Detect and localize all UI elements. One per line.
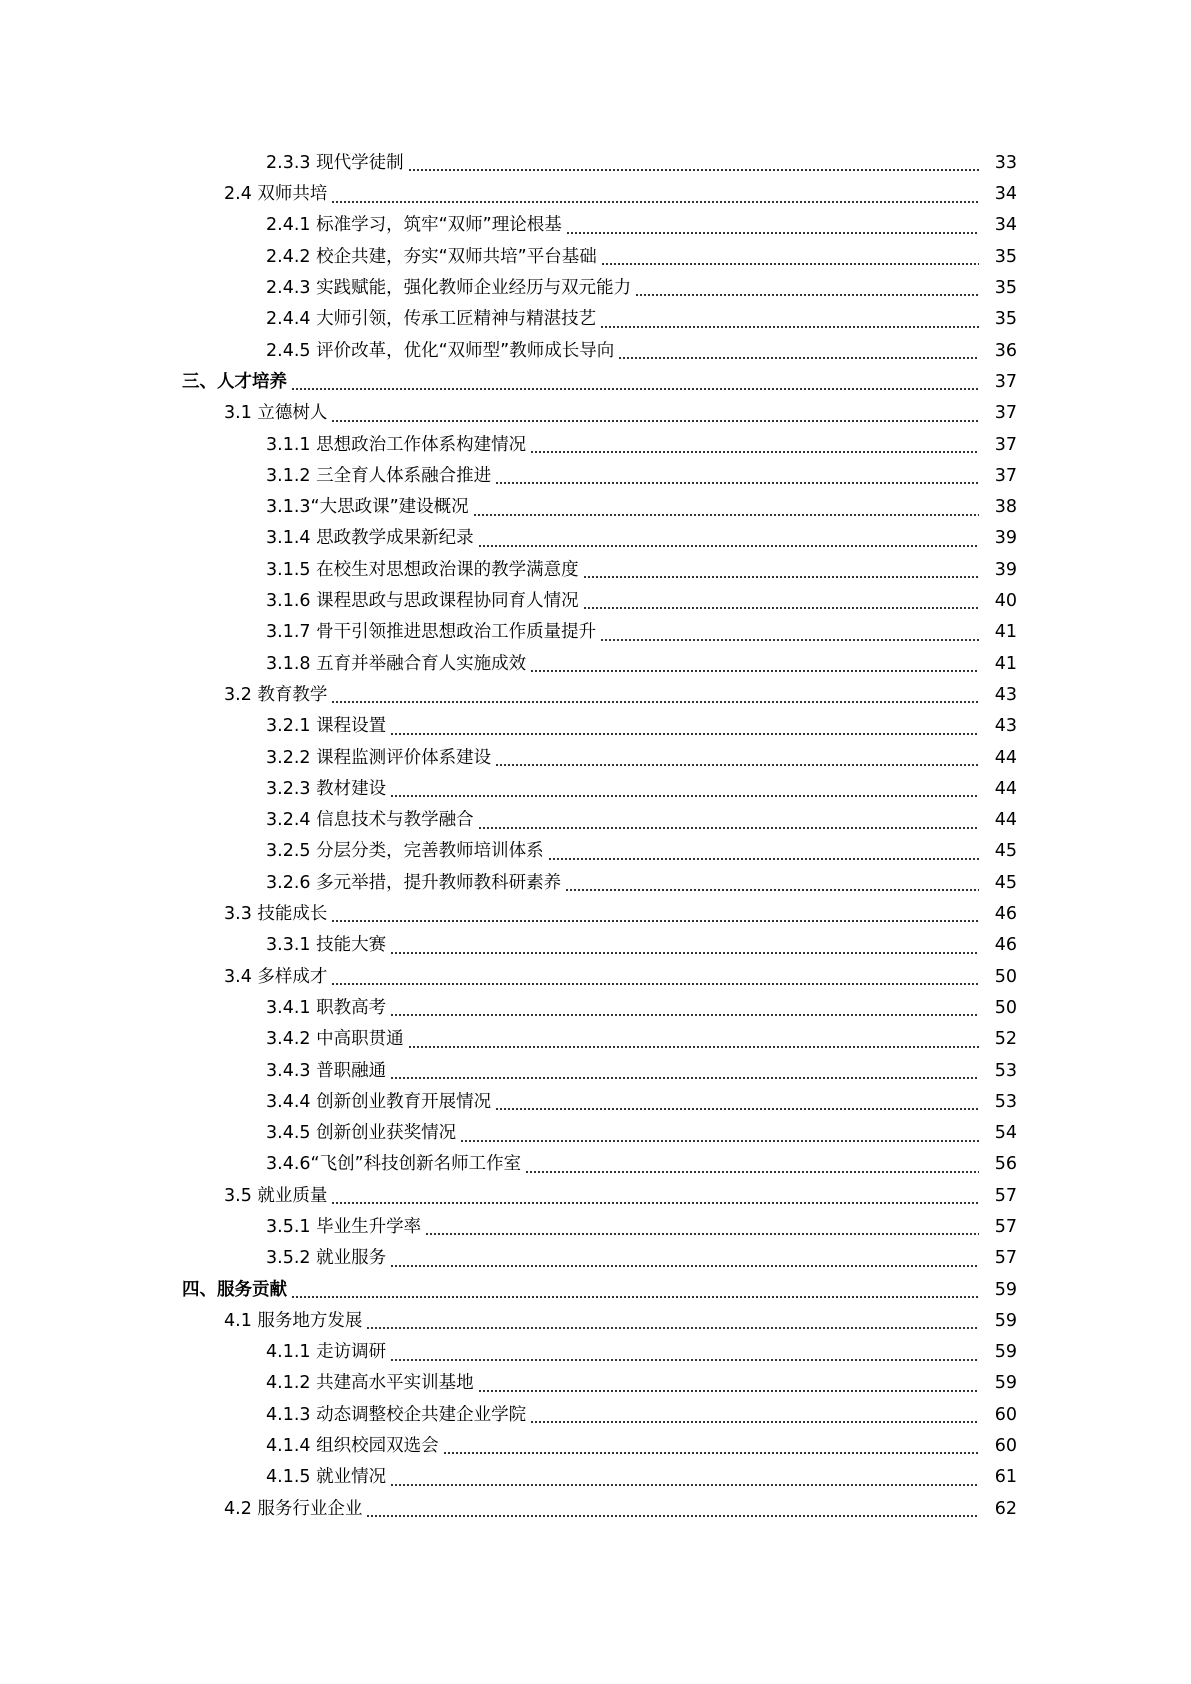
toc-dot-leader: [390, 733, 979, 735]
toc-dot-leader: [390, 795, 979, 797]
toc-entry[interactable]: [0, 1181, 1191, 1212]
toc-entry-page-number: 50: [994, 997, 1017, 1018]
toc-entry-title: 3.1.3“大思政课”建设概况: [266, 497, 469, 518]
toc-entry-title: 3.4.1 职教高考: [266, 997, 387, 1018]
toc-entry-page-number: 60: [994, 1404, 1017, 1425]
toc-entry-page-number: 39: [994, 528, 1017, 549]
toc-entry[interactable]: [0, 1337, 1191, 1368]
toc-entry[interactable]: [0, 492, 1191, 523]
toc-entry[interactable]: [0, 211, 1191, 242]
toc-dot-leader: [331, 920, 979, 922]
toc-entry-title: 3.1.6 课程思政与思政课程协同育人情况: [266, 591, 579, 612]
toc-dot-leader: [291, 1296, 979, 1298]
toc-entry[interactable]: [0, 461, 1191, 492]
toc-entry-page-number: 35: [994, 278, 1017, 299]
toc-dot-leader: [331, 201, 979, 203]
toc-entry-page-number: 50: [994, 966, 1017, 987]
toc-entry-title: 3.3 技能成长: [224, 904, 328, 925]
toc-entry[interactable]: [0, 930, 1191, 961]
toc-entry[interactable]: [0, 1431, 1191, 1462]
toc-dot-leader: [525, 1171, 979, 1173]
toc-entry-title: 4.2 服务行业企业: [224, 1498, 363, 1519]
toc-dot-leader: [366, 1515, 979, 1517]
toc-entry[interactable]: [0, 1118, 1191, 1149]
toc-entry[interactable]: [0, 398, 1191, 429]
toc-entry-page-number: 46: [994, 935, 1017, 956]
toc-entry-title: 3.4.4 创新创业教育开展情况: [266, 1091, 492, 1112]
toc-entry-title: 3.4.2 中高职贯通: [266, 1029, 404, 1050]
toc-entry[interactable]: [0, 617, 1191, 648]
toc-entry-page-number: 44: [994, 778, 1017, 799]
toc-entry-page-number: 54: [994, 1123, 1017, 1144]
toc-entry-title: 3.5.1 毕业生升学率: [266, 1216, 422, 1237]
toc-entry-title: 2.4.5 评价改革，优化“双师型”教师成长导向: [266, 340, 615, 361]
toc-entry-title: 2.4.2 校企共建，夯实“双师共培”平台基础: [266, 246, 597, 267]
toc-dot-leader: [331, 701, 979, 703]
toc-entry-title: 2.4.4 大师引领，传承工匠精神与精湛技艺: [266, 309, 597, 330]
toc-entry-title: 3.4 多样成才: [224, 966, 328, 987]
toc-entry-page-number: 52: [994, 1029, 1017, 1050]
toc-entry-title: 3.3.1 技能大赛: [266, 935, 387, 956]
toc-entry-title: 4.1.1 走访调研: [266, 1342, 387, 1363]
toc-entry-title: 3.1.2 三全育人体系融合推进: [266, 465, 492, 486]
toc-entry[interactable]: [0, 524, 1191, 555]
toc-dot-leader: [566, 232, 979, 234]
toc-entry-page-number: 45: [994, 872, 1017, 893]
toc-entry[interactable]: [0, 1275, 1191, 1306]
toc-entry[interactable]: [0, 837, 1191, 868]
toc-entry[interactable]: [0, 1494, 1191, 1525]
toc-entry-title: 4.1.2 共建高水平实训基地: [266, 1373, 474, 1394]
toc-entry[interactable]: [0, 1462, 1191, 1493]
toc-entry-page-number: 60: [994, 1436, 1017, 1457]
toc-entry[interactable]: [0, 1369, 1191, 1400]
toc-entry[interactable]: [0, 1400, 1191, 1431]
toc-dot-leader: [478, 545, 979, 547]
toc-entry-title: 4.1 服务地方发展: [224, 1310, 363, 1331]
toc-entry-page-number: 57: [994, 1185, 1017, 1206]
toc-dot-leader: [618, 357, 979, 359]
toc-entry-title: 3.4.3 普职融通: [266, 1060, 387, 1081]
toc-entry-page-number: 59: [994, 1279, 1017, 1300]
toc-entry-title: 3.4.5 创新创业获奖情况: [266, 1123, 457, 1144]
toc-entry-title: 4.1.5 就业情况: [266, 1467, 387, 1488]
toc-entry-title: 3.2.5 分层分类，完善教师培训体系: [266, 841, 544, 862]
toc-dot-leader: [425, 1233, 979, 1235]
toc-entry-page-number: 33: [994, 152, 1017, 173]
toc-entry-title: 2.4 双师共培: [224, 184, 328, 205]
toc-entry-title: 3.2.2 课程监测评价体系建设: [266, 747, 492, 768]
toc-entry-page-number: 57: [994, 1248, 1017, 1269]
toc-dot-leader: [495, 482, 979, 484]
toc-entry-title: 3.1.7 骨干引领推进思想政治工作质量提升: [266, 622, 597, 643]
toc-dot-leader: [291, 388, 979, 390]
toc-entry-title: 2.4.3 实践赋能，强化教师企业经历与双元能力: [266, 278, 632, 299]
toc-entry-page-number: 37: [994, 465, 1017, 486]
toc-dot-leader: [390, 952, 979, 954]
toc-dot-leader: [390, 1359, 979, 1361]
toc-entry-page-number: 59: [994, 1373, 1017, 1394]
toc-entry[interactable]: [0, 1024, 1191, 1055]
toc-entry[interactable]: [0, 179, 1191, 210]
toc-entry-title: 4.1.3 动态调整校企共建企业学院: [266, 1404, 527, 1425]
toc-entry-page-number: 46: [994, 904, 1017, 925]
toc-entry-page-number: 59: [994, 1310, 1017, 1331]
toc-entry[interactable]: [0, 148, 1191, 179]
toc-entry-title: 2.4.1 标准学习，筑牢“双师”理论根基: [266, 215, 562, 236]
toc-dot-leader: [390, 1077, 979, 1079]
toc-entry-page-number: 53: [994, 1060, 1017, 1081]
toc-entry-title: 3.1 立德树人: [224, 403, 328, 424]
toc-dot-leader: [473, 514, 979, 516]
toc-entry-page-number: 61: [994, 1467, 1017, 1488]
toc-dot-leader: [530, 451, 979, 453]
toc-entry-page-number: 35: [994, 246, 1017, 267]
toc-entry-page-number: 39: [994, 559, 1017, 580]
toc-dot-leader: [583, 607, 979, 609]
toc-entry-page-number: 44: [994, 747, 1017, 768]
toc-dot-leader: [408, 169, 979, 171]
table-of-contents: [0, 148, 1191, 1525]
toc-dot-leader: [408, 1046, 979, 1048]
toc-dot-leader: [530, 670, 979, 672]
toc-entry-title: 2.3.3 现代学徒制: [266, 152, 404, 173]
toc-dot-leader: [478, 827, 979, 829]
toc-entry-page-number: 40: [994, 591, 1017, 612]
toc-dot-leader: [495, 1108, 979, 1110]
toc-entry[interactable]: [0, 430, 1191, 461]
toc-entry-title: 3.2.4 信息技术与教学融合: [266, 810, 474, 831]
toc-entry-title: 3.1.8 五育并举融合育人实施成效: [266, 653, 527, 674]
toc-entry-page-number: 45: [994, 841, 1017, 862]
toc-entry-title: 3.2.1 课程设置: [266, 716, 387, 737]
toc-entry-title: 3.2.6 多元举措，提升教师教科研素养: [266, 872, 562, 893]
toc-entry-title: 3.2.3 教材建设: [266, 778, 387, 799]
toc-entry-page-number: 36: [994, 340, 1017, 361]
toc-entry[interactable]: [0, 1306, 1191, 1337]
toc-entry[interactable]: [0, 586, 1191, 617]
toc-dot-leader: [495, 764, 979, 766]
toc-entry[interactable]: [0, 711, 1191, 742]
toc-entry-title: 三、人才培养: [182, 371, 287, 392]
toc-dot-leader: [390, 1014, 979, 1016]
toc-entry[interactable]: [0, 899, 1191, 930]
toc-entry-page-number: 41: [994, 653, 1017, 674]
toc-entry-page-number: 62: [994, 1498, 1017, 1519]
toc-dot-leader: [366, 1327, 979, 1329]
toc-dot-leader: [460, 1140, 979, 1142]
toc-dot-leader: [635, 294, 979, 296]
toc-entry-page-number: 41: [994, 622, 1017, 643]
toc-entry[interactable]: [0, 993, 1191, 1024]
toc-entry-page-number: 37: [994, 371, 1017, 392]
toc-dot-leader: [331, 420, 979, 422]
toc-entry-title: 3.1.1 思想政治工作体系构建情况: [266, 434, 527, 455]
toc-entry-title: 4.1.4 组织校园双选会: [266, 1436, 439, 1457]
toc-entry-page-number: 43: [994, 716, 1017, 737]
toc-entry[interactable]: [0, 304, 1191, 335]
toc-entry[interactable]: [0, 680, 1191, 711]
toc-entry[interactable]: [0, 555, 1191, 586]
toc-dot-leader: [565, 889, 979, 891]
toc-entry[interactable]: [0, 1087, 1191, 1118]
toc-entry-title: 3.1.4 思政教学成果新纪录: [266, 528, 474, 549]
toc-entry-page-number: 44: [994, 810, 1017, 831]
toc-entry[interactable]: [0, 336, 1191, 367]
toc-entry[interactable]: [0, 367, 1191, 398]
toc-dot-leader: [390, 1484, 979, 1486]
toc-entry-page-number: 53: [994, 1091, 1017, 1112]
toc-entry-page-number: 38: [994, 497, 1017, 518]
toc-entry-title: 3.5 就业质量: [224, 1185, 328, 1206]
toc-entry[interactable]: [0, 1212, 1191, 1243]
toc-dot-leader: [601, 263, 979, 265]
toc-entry[interactable]: [0, 743, 1191, 774]
toc-dot-leader: [443, 1452, 979, 1454]
toc-entry[interactable]: [0, 649, 1191, 680]
toc-entry[interactable]: [0, 242, 1191, 273]
toc-dot-leader: [331, 983, 979, 985]
toc-dot-leader: [548, 858, 979, 860]
toc-dot-leader: [530, 1421, 979, 1423]
toc-entry-page-number: 37: [994, 434, 1017, 455]
toc-dot-leader: [390, 1265, 979, 1267]
toc-entry-page-number: 34: [994, 184, 1017, 205]
toc-entry[interactable]: [0, 273, 1191, 304]
toc-entry-page-number: 37: [994, 403, 1017, 424]
toc-entry[interactable]: [0, 805, 1191, 836]
toc-entry[interactable]: [0, 962, 1191, 993]
toc-entry[interactable]: [0, 868, 1191, 899]
toc-dot-leader: [583, 576, 979, 578]
toc-entry-page-number: 56: [994, 1154, 1017, 1175]
toc-entry-title: 3.2 教育教学: [224, 684, 328, 705]
toc-entry[interactable]: [0, 1056, 1191, 1087]
toc-entry-title: 3.1.5 在校生对思想政治课的教学满意度: [266, 559, 579, 580]
toc-dot-leader: [600, 639, 979, 641]
toc-entry-title: 四、服务贡献: [182, 1279, 287, 1300]
toc-entry[interactable]: [0, 774, 1191, 805]
toc-entry-page-number: 59: [994, 1342, 1017, 1363]
toc-entry[interactable]: [0, 1150, 1191, 1181]
toc-entry-page-number: 43: [994, 684, 1017, 705]
toc-entry-page-number: 34: [994, 215, 1017, 236]
toc-entry-page-number: 57: [994, 1216, 1017, 1237]
toc-dot-leader: [331, 1202, 979, 1204]
toc-entry-title: 3.5.2 就业服务: [266, 1248, 387, 1269]
toc-entry-title: 3.4.6“飞创”科技创新名师工作室: [266, 1154, 522, 1175]
toc-dot-leader: [478, 1390, 979, 1392]
toc-dot-leader: [600, 326, 979, 328]
toc-entry-page-number: 35: [994, 309, 1017, 330]
toc-entry[interactable]: [0, 1243, 1191, 1274]
